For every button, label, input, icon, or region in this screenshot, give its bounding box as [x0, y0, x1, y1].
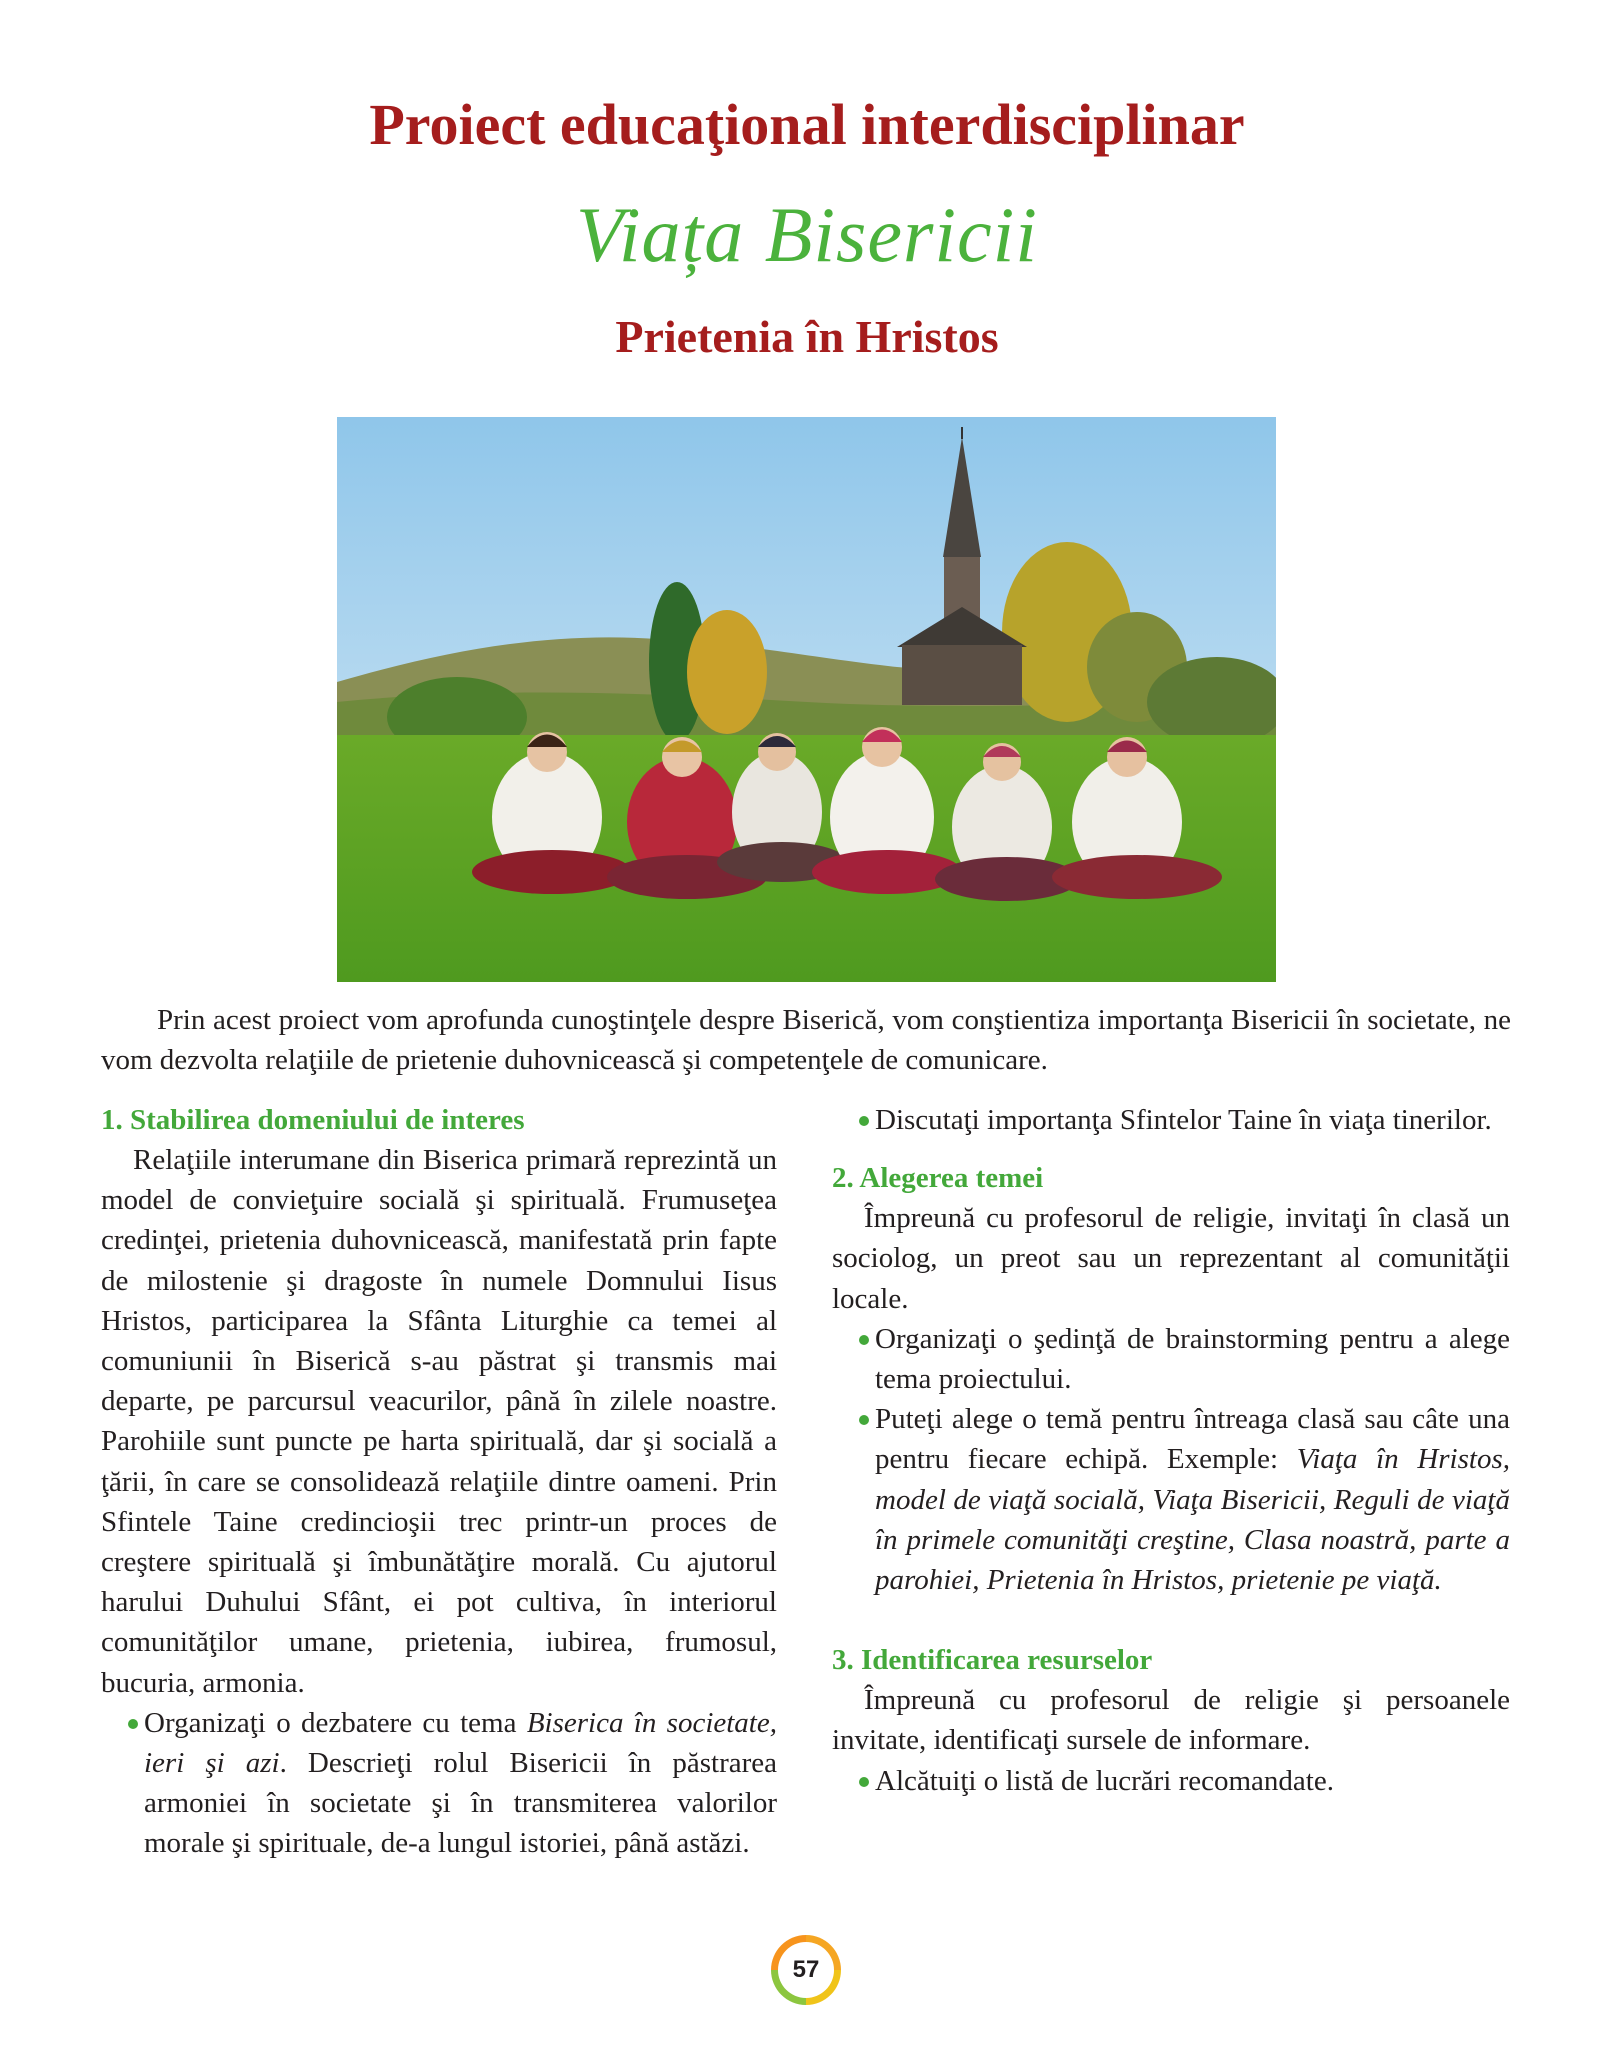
intro-text — [101, 1000, 1511, 1080]
bullet-dot-icon — [859, 1777, 869, 1787]
project-name: Viața Bisericii — [576, 191, 1038, 278]
bullet-dot-icon — [128, 1719, 138, 1729]
page-number: 57 — [778, 1942, 834, 1998]
section-paragraph-2: Împreună cu profesorul de religie, invitaţi în clasă un sociolog, un preot sau un reprezentant al comunităţii locale. — [832, 1202, 1510, 1315]
section-paragraph-1: Relaţiile interumane din Biserica primară reprezintă un model de convieţuire socială şi spirituală. Frumuseţea credinţei, prietenia duhovnicească, manifestată prin fapte de milostenie şi dragoste în numele Domnului Iisus Hristos, participarea la Sfânta Liturghie ca temei al comuniunii în Biserică s-au păstrat şi transmis mai departe, pe parcursul veacurilor, până în zilele noastre. Parohiile sunt puncte pe harta spirituală, dar şi socială a ţării, în care se consolidează relaţiile dintre oameni. Prin Sfintele Taine credincioşii trec printr-un proces de creştere spirituală şi îmbunătăţire morală. Cu ajutorul harului Duhului Sfânt, ei pot cultiva, în interiorul comunităţilor umane, prietenia, iubirea, frumosul, bucuria, armonia. — [101, 1144, 777, 1699]
bullet-item-discuss: Discutaţi importanţa Sfintelor Taine în viaţa tinerilor. — [832, 1100, 1510, 1140]
left-column — [101, 1100, 777, 1864]
intro-paragraph: Prin acest proiect vom aprofunda cunoştinţele despre Biserică, vom conştientiza importanţa Bisericii în societate, ne vom dezvolta relaţiile de prietenie duhovnicească şi competenţele de comunicare. — [101, 1004, 1511, 1076]
bullet-item-theme: Puteţi alege o temă pentru întreaga clasă sau câte una pentru fiecare echipă. Exemple: Viaţa în Hristos, model de viaţă socială, Viaţa Bisericii, Reguli de viaţă în primele comunităţi creştine, Clasa noastră, parte a parohiei, Prietenia în Hristos, prietenie pe viaţă. — [832, 1399, 1510, 1600]
section-heading-3: 3. Identificarea resurselor — [832, 1644, 1153, 1677]
bullet-dot-icon — [859, 1415, 869, 1425]
bullet-item-list: Alcătuiţi o listă de lucrări recomandate. — [832, 1761, 1510, 1801]
bullet-item-brainstorm: Organizaţi o şedinţă de brainstorming pentru a alege tema proiectului. — [832, 1319, 1510, 1399]
page-subtitle: Prietenia în Hristos — [615, 311, 999, 362]
bullet-dot-icon — [859, 1335, 869, 1345]
page-title: Proiect educaţional interdisciplinar — [369, 92, 1245, 157]
section-heading-2: 2. Alegerea temei — [832, 1162, 1044, 1195]
section-heading-1: 1. Stabilirea domeniului de interes — [101, 1104, 525, 1136]
right-column — [832, 1100, 1510, 1801]
section-paragraph-3: Împreună cu profesorul de religie şi persoanele invitate, identificaţi sursele de informare. — [832, 1684, 1510, 1757]
bullet-item-debate: Organizaţi o dezbatere cu tema Biserica în societate, ieri şi azi. Descrieţi rolul Bisericii în păstrarea armoniei în societate şi în transmiterea valorilor morale şi spirituale, de-a lungul istoriei, până astăzi. — [101, 1703, 777, 1864]
bullet-dot-icon — [859, 1116, 869, 1126]
page-number-badge — [771, 1935, 841, 2005]
church-photo — [337, 417, 1276, 982]
